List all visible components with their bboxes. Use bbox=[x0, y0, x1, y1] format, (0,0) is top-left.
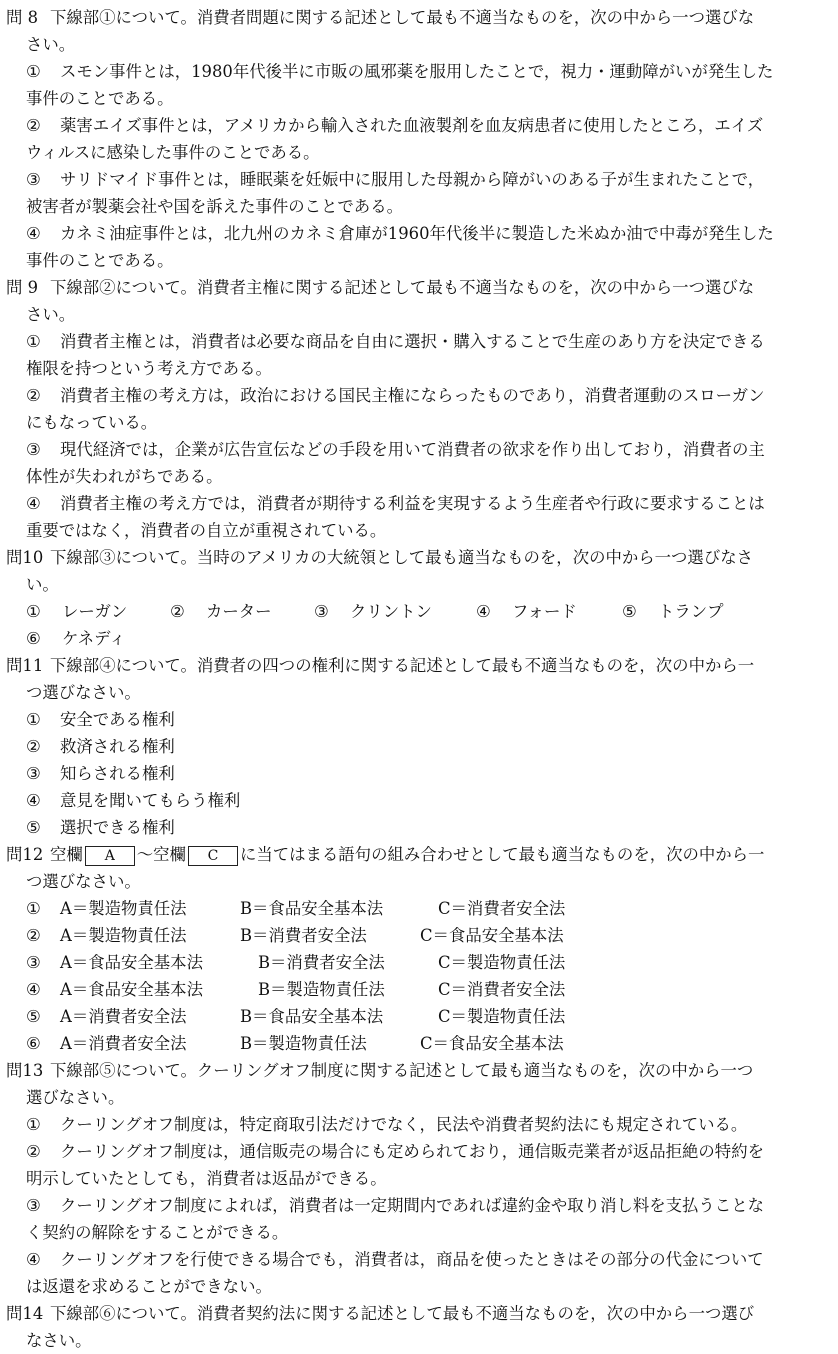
question-stem: 下線部③について。当時のアメリカの大統領として最も適当なものを，次の中から一つ選びなさ bbox=[50, 548, 753, 567]
combo-a: A＝製造物責任法 bbox=[60, 926, 187, 945]
option-4 bbox=[6, 220, 832, 247]
option-mark: ① bbox=[26, 332, 41, 351]
option-text-cont: 事件のことである。 bbox=[26, 251, 174, 270]
option-text-cont: 明示していたとしても，消費者は返品ができる。 bbox=[26, 1169, 387, 1188]
combo-b: B＝製造物責任法 bbox=[240, 1034, 367, 1053]
option-1 bbox=[6, 706, 832, 733]
question-stem-cont: い。 bbox=[26, 575, 59, 594]
option-mark: ③ bbox=[314, 602, 329, 621]
combo-a: A＝食品安全基本法 bbox=[60, 980, 203, 999]
option-text-cont: 事件のことである。 bbox=[26, 89, 174, 108]
option-text-cont: 権限を持つという考え方である。 bbox=[26, 359, 272, 378]
option-3 bbox=[6, 166, 832, 193]
question-number: 問 9 bbox=[6, 278, 39, 297]
question-stem-cont: つ選びなさい。 bbox=[26, 872, 141, 891]
question-stem: 下線部①について。消費者問題に関する記述として最も不適当なものを，次の中から一つ選びな bbox=[50, 8, 755, 27]
question-number: 問11 bbox=[6, 656, 44, 675]
option-text: クーリングオフ制度によれば，消費者は一定期間内であれば違約金や取り消し料を支払うことな bbox=[60, 1196, 764, 1215]
option-text: ケネディ bbox=[62, 629, 126, 648]
option-text: 現代経済では，企業が広告宣伝などの手段を用いて消費者の欲求を作り出しており，消費者の主 bbox=[60, 440, 765, 459]
combo-option-4 bbox=[6, 976, 832, 1003]
question-10 bbox=[6, 544, 832, 652]
question-stem: 下線部⑥について。消費者契約法に関する記述として最も不適当なものを，次の中から一つ選び bbox=[50, 1304, 755, 1323]
blank-box-c: C bbox=[188, 846, 238, 866]
question-number: 問13 bbox=[6, 1061, 44, 1080]
blank-box-a: A bbox=[85, 846, 135, 866]
option-text-cont: は返還を求めることができない。 bbox=[26, 1277, 272, 1296]
question-stem-cont: 選びなさい。 bbox=[26, 1088, 125, 1107]
option-2 bbox=[6, 733, 832, 760]
option-3 bbox=[6, 1192, 832, 1219]
option-text: 消費者主権の考え方は，政治における国民主権にならったものであり，消費者運動のスローガン bbox=[60, 386, 765, 405]
question-stem: 下線部④について。消費者の四つの権利に関する記述として最も不適当なものを，次の中から一 bbox=[50, 656, 755, 675]
option-mark: ① bbox=[26, 710, 41, 729]
option-mark: ③ bbox=[26, 440, 41, 459]
question-14 bbox=[6, 1300, 832, 1354]
question-11 bbox=[6, 652, 832, 841]
option-mark: ④ bbox=[26, 791, 41, 810]
question-stem-cont: さい。 bbox=[26, 305, 76, 324]
option-mark: ② bbox=[170, 602, 185, 621]
option-3 bbox=[6, 760, 832, 787]
question-9 bbox=[6, 274, 832, 544]
option-mark: ④ bbox=[26, 224, 41, 243]
option-2 bbox=[6, 1138, 832, 1165]
option-text: スモン事件とは，1980年代後半に市販の風邪薬を服用したことで，視力・運動障がいが発生した bbox=[60, 62, 774, 81]
combo-option-3 bbox=[6, 949, 832, 976]
question-stem: 下線部②について。消費者主権に関する記述として最も不適当なものを，次の中から一つ選びな bbox=[50, 278, 755, 297]
question-stem: ～空欄 bbox=[136, 845, 186, 864]
combo-a: A＝消費者安全法 bbox=[60, 1007, 187, 1026]
combo-a: A＝食品安全基本法 bbox=[60, 953, 203, 972]
option-text: トランプ bbox=[658, 602, 724, 621]
option-mark: ① bbox=[26, 602, 41, 621]
question-number: 問14 bbox=[6, 1304, 44, 1323]
combo-c: C＝食品安全基本法 bbox=[420, 926, 564, 945]
option-mark: ④ bbox=[26, 1250, 41, 1269]
option-2 bbox=[6, 112, 832, 139]
option-text: カネミ油症事件とは，北九州のカネミ倉庫が1960年代後半に製造した米ぬか油で中毒が発生した bbox=[60, 224, 774, 243]
option-text-cont: にもなっている。 bbox=[26, 413, 158, 432]
option-mark: ② bbox=[26, 737, 41, 756]
combo-b: B＝食品安全基本法 bbox=[240, 1007, 384, 1026]
option-5 bbox=[6, 814, 832, 841]
option-mark: ④ bbox=[476, 602, 491, 621]
option-4 bbox=[6, 490, 832, 517]
combo-a: A＝製造物責任法 bbox=[60, 899, 187, 918]
combo-b: B＝消費者安全法 bbox=[240, 926, 367, 945]
option-mark: ⑥ bbox=[26, 1034, 41, 1053]
option-mark: ⑤ bbox=[26, 1007, 41, 1026]
option-text: 薬害エイズ事件とは，アメリカから輸入された血液製剤を血友病患者に使用したところ，エイズ bbox=[60, 116, 764, 135]
option-mark: ⑤ bbox=[26, 818, 41, 837]
option-text: クーリングオフを行使できる場合でも，消費者は，商品を使ったときはその部分の代金について bbox=[60, 1250, 764, 1269]
option-text: サリドマイド事件とは，睡眠薬を妊娠中に服用した母親から障がいのある子が生まれたことで， bbox=[60, 170, 765, 189]
option-text: クーリングオフ制度は，通信販売の場合にも定められており，通信販売業者が返品拒絶の特約を bbox=[60, 1142, 764, 1161]
option-2 bbox=[6, 382, 832, 409]
option-text: 消費者主権とは，消費者は必要な商品を自由に選択・購入することで生産のあり方を決定できる bbox=[60, 332, 765, 351]
question-12 bbox=[6, 841, 832, 1057]
combo-c: C＝消費者安全法 bbox=[438, 899, 566, 918]
option-mark: ⑥ bbox=[26, 629, 41, 648]
option-text: 消費者主権の考え方では，消費者が期待する利益を実現するよう生産者や行政に要求することは bbox=[60, 494, 765, 513]
option-mark: ② bbox=[26, 926, 41, 945]
combo-option-2 bbox=[6, 922, 832, 949]
combo-c: C＝食品安全基本法 bbox=[420, 1034, 564, 1053]
question-stem-cont: さい。 bbox=[26, 35, 76, 54]
option-mark: ③ bbox=[26, 1196, 41, 1215]
question-number: 問 8 bbox=[6, 8, 39, 27]
combo-c: C＝製造物責任法 bbox=[438, 1007, 566, 1026]
option-mark: ② bbox=[26, 116, 41, 135]
option-text: クリントン bbox=[350, 602, 432, 621]
option-text: フォード bbox=[512, 602, 577, 621]
option-1 bbox=[6, 328, 832, 355]
option-text-cont: 体性が失われがちである。 bbox=[26, 467, 223, 486]
option-mark: ① bbox=[26, 899, 41, 918]
option-mark: ② bbox=[26, 386, 41, 405]
option-1 bbox=[6, 58, 832, 85]
option-mark: ③ bbox=[26, 764, 41, 783]
option-text-cont: く契約の解除をすることができる。 bbox=[26, 1223, 289, 1242]
question-number: 問12 bbox=[6, 845, 44, 864]
question-stem: 空欄 bbox=[50, 845, 83, 864]
option-4 bbox=[6, 787, 832, 814]
combo-c: C＝消費者安全法 bbox=[438, 980, 566, 999]
combo-b: B＝消費者安全法 bbox=[258, 953, 385, 972]
option-text-cont: ウィルスに感染した事件のことである。 bbox=[26, 143, 320, 162]
option-text: 意見を聞いてもらう権利 bbox=[60, 791, 241, 810]
option-mark: ④ bbox=[26, 980, 41, 999]
option-text: 選択できる権利 bbox=[60, 818, 175, 837]
option-mark: ⑤ bbox=[622, 602, 637, 621]
option-1 bbox=[6, 1111, 832, 1138]
option-text: 安全である権利 bbox=[60, 710, 175, 729]
option-mark: ③ bbox=[26, 170, 41, 189]
combo-b: B＝食品安全基本法 bbox=[240, 899, 384, 918]
option-mark: ② bbox=[26, 1142, 41, 1161]
option-row bbox=[6, 598, 832, 625]
option-text: カーター bbox=[206, 602, 272, 621]
question-stem: に当てはまる語句の組み合わせとして最も適当なものを，次の中から一 bbox=[239, 845, 765, 864]
option-3 bbox=[6, 436, 832, 463]
option-mark: ① bbox=[26, 1115, 41, 1134]
question-stem: 下線部⑤について。クーリングオフ制度に関する記述として最も適当なものを，次の中から一つ bbox=[50, 1061, 754, 1080]
option-text: レーガン bbox=[62, 602, 128, 621]
option-text-cont: 被害者が製薬会社や国を訴えた事件のことである。 bbox=[26, 197, 403, 216]
option-4 bbox=[6, 1246, 832, 1273]
question-13 bbox=[6, 1057, 832, 1300]
combo-option-1 bbox=[6, 895, 832, 922]
combo-a: A＝消費者安全法 bbox=[60, 1034, 187, 1053]
option-mark: ③ bbox=[26, 953, 41, 972]
option-mark: ① bbox=[26, 62, 41, 81]
combo-option-6 bbox=[6, 1030, 832, 1057]
option-text: 救済される権利 bbox=[60, 737, 175, 756]
option-row bbox=[6, 625, 832, 652]
question-stem-cont: なさい。 bbox=[26, 1331, 92, 1350]
combo-c: C＝製造物責任法 bbox=[438, 953, 566, 972]
option-text-cont: 重要ではなく，消費者の自立が重視されている。 bbox=[26, 521, 387, 540]
question-stem-cont: つ選びなさい。 bbox=[26, 683, 141, 702]
option-mark: ④ bbox=[26, 494, 41, 513]
combo-b: B＝製造物責任法 bbox=[258, 980, 385, 999]
combo-option-5 bbox=[6, 1003, 832, 1030]
option-text: 知らされる権利 bbox=[60, 764, 175, 783]
question-8 bbox=[6, 4, 832, 274]
question-number: 問10 bbox=[6, 548, 44, 567]
option-text: クーリングオフ制度は，特定商取引法だけでなく，民法や消費者契約法にも規定されている。 bbox=[60, 1115, 748, 1134]
